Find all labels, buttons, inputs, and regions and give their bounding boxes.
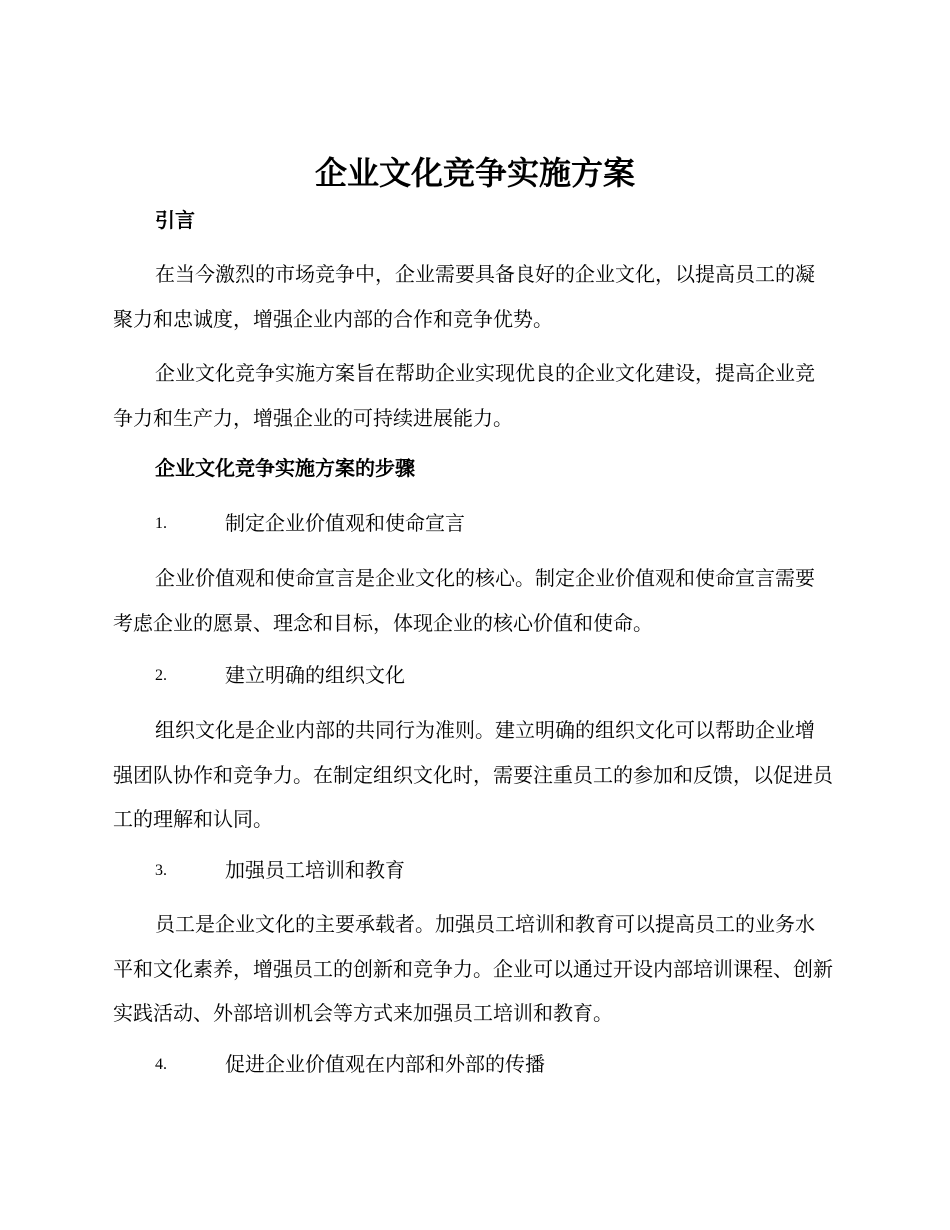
step-3-label: 加强员工培训和教育 (225, 858, 405, 882)
step-2-number: 2. (155, 667, 167, 684)
step-2-label: 建立明确的组织文化 (225, 663, 405, 687)
step-3-text: 员工是企业文化的主要承载者。加强员工培训和教育可以提高员工的业务水平和文化素养，增强员工的创新和竞争力。企业可以通过开设内部培训课程、创新实践活动、外部培训机会等方式来加强员工培训和教育。 (113, 912, 833, 1025)
step-1-number: 1. (155, 515, 167, 532)
document-title: 企业文化竞争实施方案 (314, 154, 635, 192)
intro-paragraph-2: 企业文化竞争实施方案旨在帮助企业实现优良的企业文化建设，提高企业竞争力和生产力，增强企业的可持续进展能力。 (113, 361, 815, 430)
intro-paragraph-1: 在当今激烈的市场竞争中，企业需要具备良好的企业文化，以提高员工的凝聚力和忠诚度，增强企业内部的合作和竞争优势。 (113, 262, 815, 331)
step-1-text: 企业价值观和使命宣言是企业文化的核心。制定企业价值观和使命宣言需要考虑企业的愿景、理念和目标，体现企业的核心价值和使命。 (113, 566, 815, 635)
step-4-label: 促进企业价值观在内部和外部的传播 (225, 1052, 545, 1076)
step-3-number: 3. (155, 862, 167, 879)
step-2-text: 组织文化是企业内部的共同行为准则。建立明确的组织文化可以帮助企业增强团队协作和竞争力。在制定组织文化时，需要注重员工的参加和反馈，以促进员工的理解和认同。 (113, 718, 833, 831)
steps-heading: 企业文化竞争实施方案的步骤 (155, 456, 415, 480)
intro-heading: 引言 (155, 208, 195, 232)
step-4-number: 4. (155, 1056, 167, 1073)
step-1-label: 制定企业价值观和使命宣言 (225, 511, 465, 535)
